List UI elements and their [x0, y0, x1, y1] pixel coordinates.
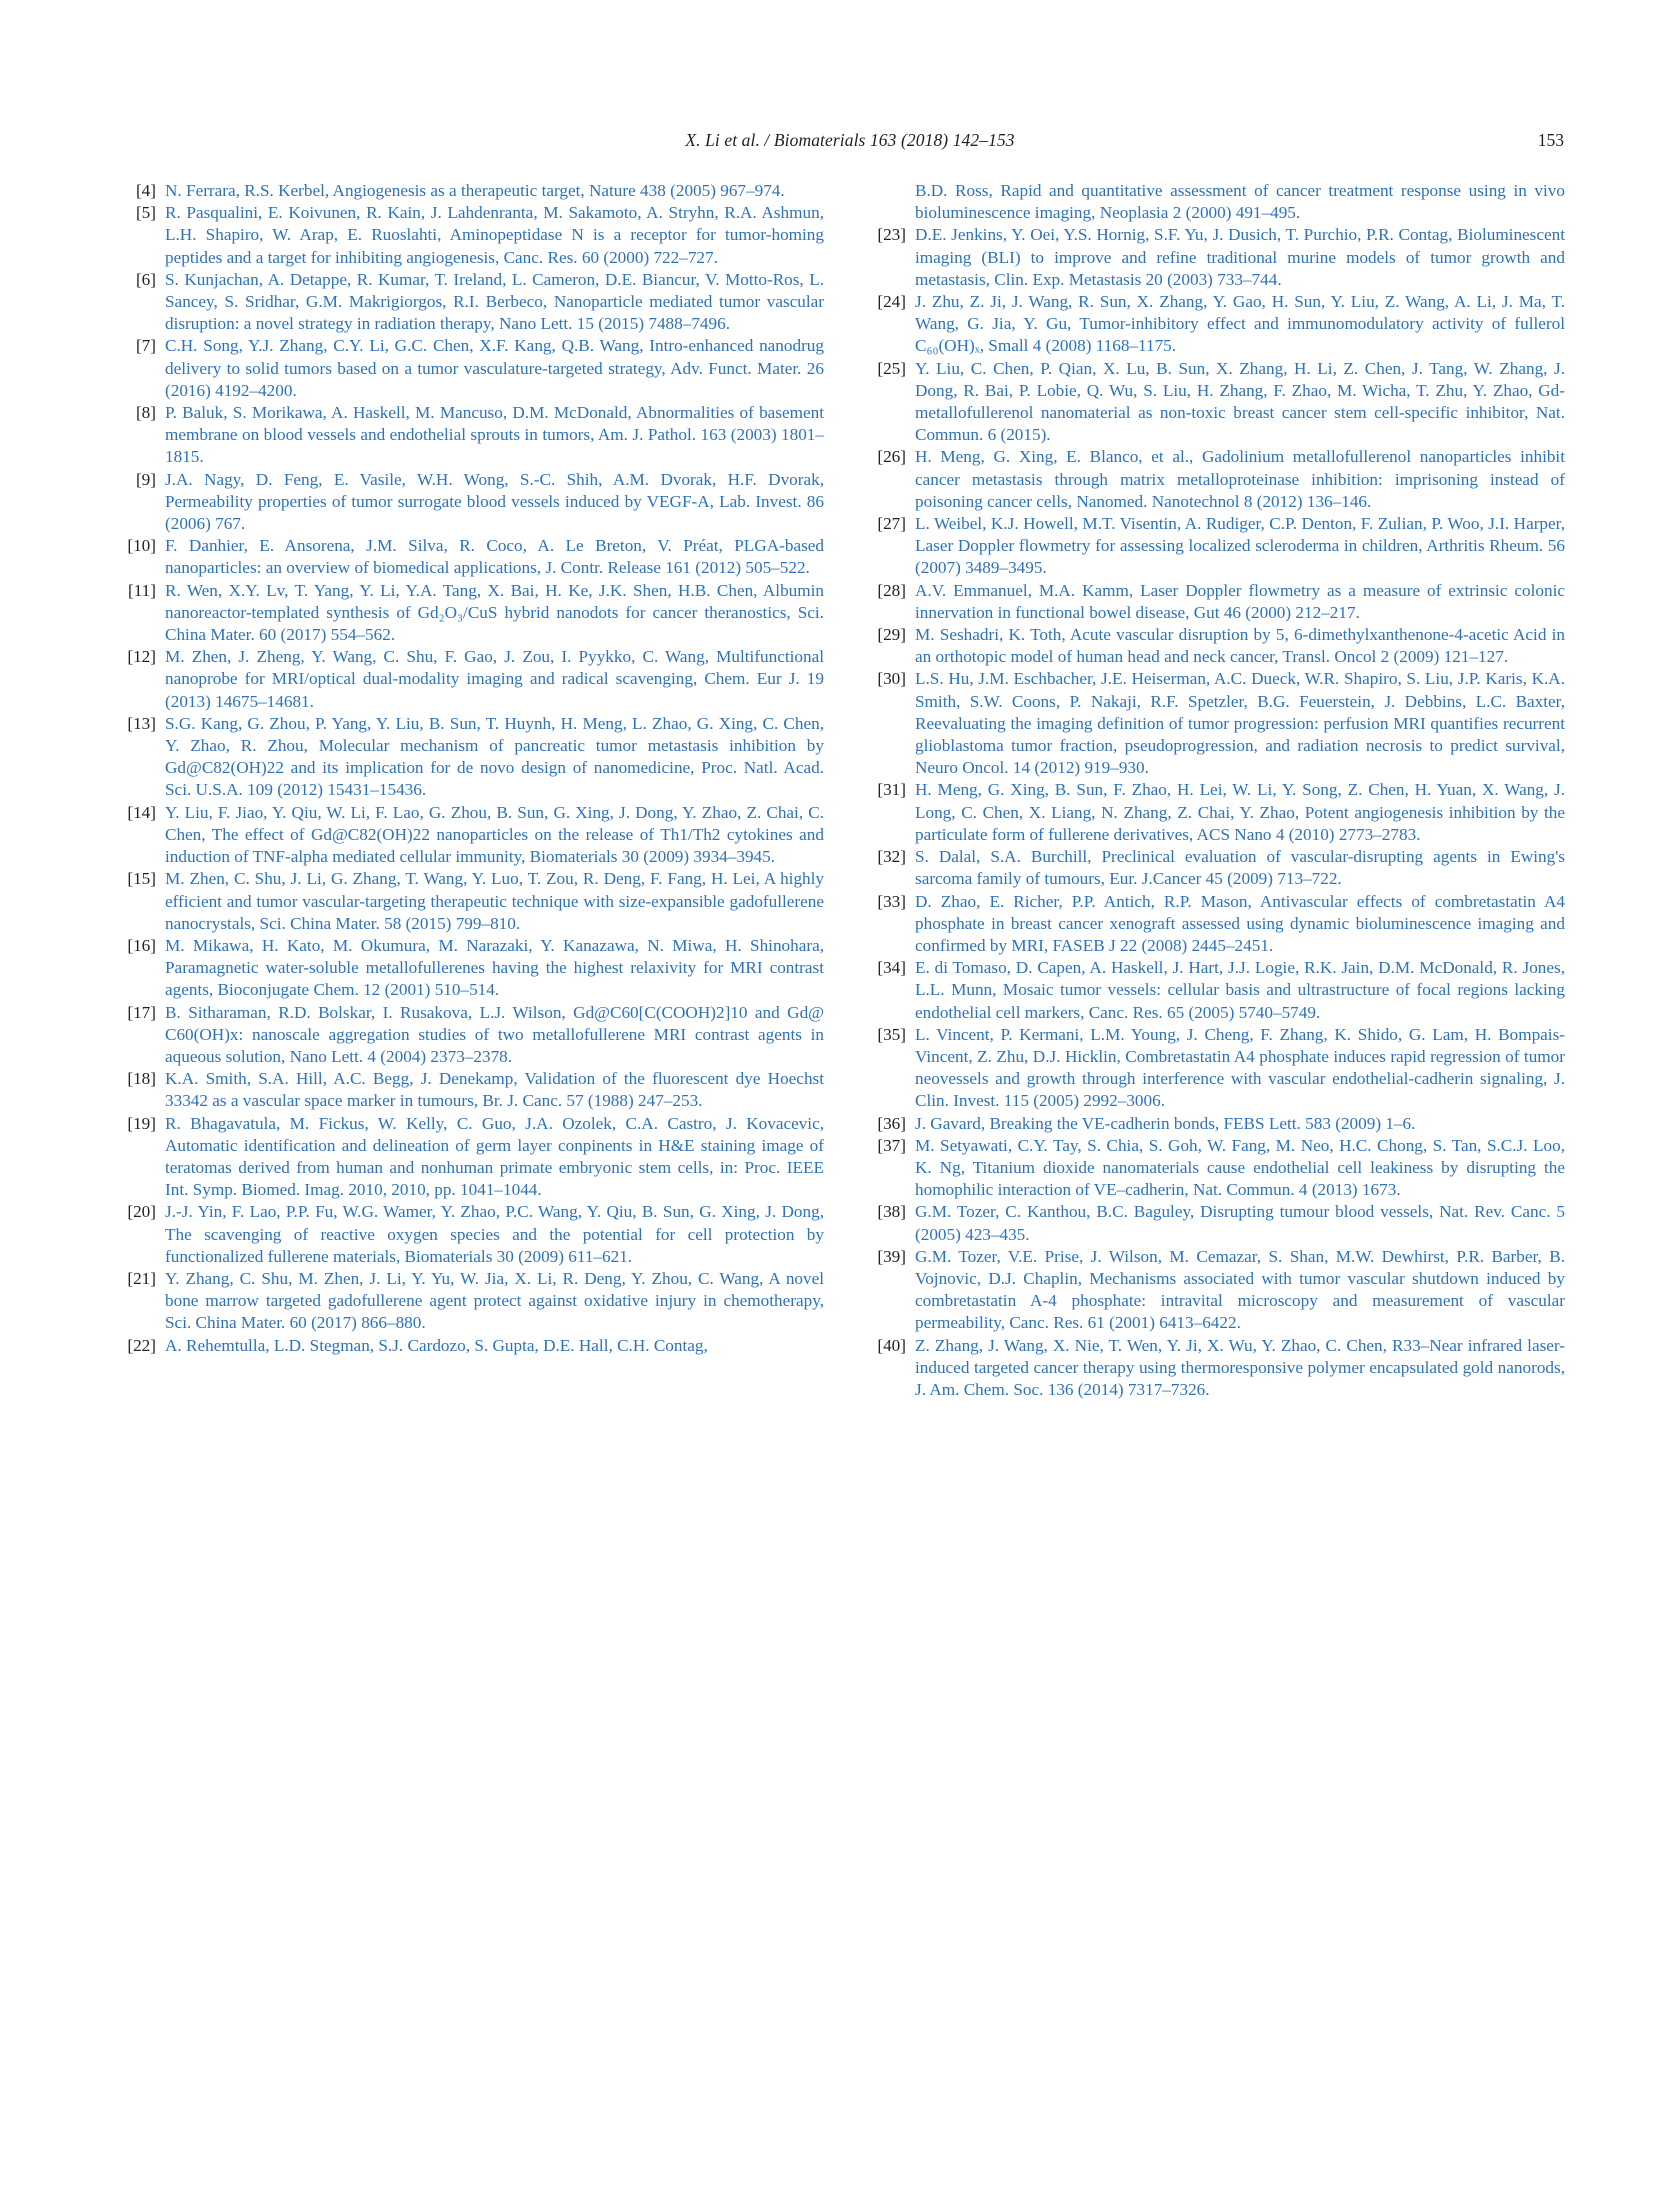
reference-link[interactable]: N. Ferrara, R.S. Kerbel, Angiogenesis as a therapeutic target, Nature 438 (2005) 967–974. — [165, 181, 785, 200]
reference-item — [868, 446, 1565, 513]
reference-number: [5] — [135, 203, 156, 223]
reference-number: [26] — [877, 447, 906, 467]
reference-item — [868, 291, 1565, 358]
reference-item — [868, 580, 1565, 624]
reference-item — [118, 402, 824, 469]
reference-number: [30] — [877, 669, 906, 689]
reference-number: [39] — [877, 1246, 906, 1266]
reference-number: [18] — [127, 1069, 156, 1089]
reference-number: [37] — [877, 1135, 906, 1155]
reference-link[interactable]: L.S. Hu, J.M. Eschbacher, J.E. Heiserman, A.C. Dueck, W.R. Shapiro, S. Liu, J.P. Karis, K.A. Smith, S.W. Coons, P. Nakaji, R.F. Spetzler, B.G. Feuerstein, J. Debbins, L.C. Baxter, Reevaluating the imaging definition of tumor progression: perfusion MRI quantifies recurrent glioblastoma tumor fraction, pseudoprogression, and radiation necrosis to predict survival, Neuro Oncol. 14 (2012) 919–930. — [915, 669, 1565, 778]
reference-number: [38] — [877, 1202, 906, 1222]
reference-link[interactable]: Y. Liu, F. Jiao, Y. Qiu, W. Li, F. Lao, G. Zhou, B. Sun, G. Xing, J. Dong, Y. Zhao, Z. Chai, C. Chen, The effect of Gd@C82(OH)22 nanoparticles on the release of Th1/Th2 cytokines and induction of TNF-alpha mediated cellular immunity, Biomaterials 30 (2009) 3934–3945. — [165, 802, 824, 867]
reference-link[interactable]: P. Baluk, S. Morikawa, A. Haskell, M. Mancuso, D.M. McDonald, Abnormalities of basement membrane on blood vessels and endothelial sprouts in tumors, Am. J. Pathol. 163 (2003) 1801–1815. — [165, 403, 824, 467]
reference-link[interactable]: Y. Zhang, C. Shu, M. Zhen, J. Li, Y. Yu, W. Jia, X. Li, R. Deng, Y. Zhou, C. Wang, A novel bone marrow targeted gadofullerene agent protect against oxidative injury in chemotherapy, Sci. China Mater. 60 (2017) 866–880. — [165, 1268, 824, 1333]
reference-item — [118, 535, 824, 579]
reference-item — [118, 180, 824, 202]
reference-item — [118, 646, 824, 713]
reference-link[interactable]: S.G. Kang, G. Zhou, P. Yang, Y. Liu, B. Sun, T. Huynh, H. Meng, L. Zhao, G. Xing, C. Chen, Y. Zhao, R. Zhou, Molecular mechanism of pancreatic tumor metastasis inhibition by Gd@C82(OH)22 and its implication for de novo design of nanomedicine, Proc. Natl. Acad. Sci. U.S.A. 109 (2012) 15431–15436. — [165, 713, 824, 800]
reference-number: [27] — [877, 514, 906, 534]
reference-item — [868, 358, 1565, 447]
reference-link[interactable]: M. Mikawa, H. Kato, M. Okumura, M. Narazaki, Y. Kanazawa, N. Miwa, H. Shinohara, Paramagnetic water-soluble metallofullerenes having the highest relaxivity for MRI contrast agents, Bioconjugate Chem. 12 (2001) 510–514. — [165, 935, 824, 1000]
reference-number: [8] — [135, 403, 156, 423]
reference-link[interactable]: R. Pasqualini, E. Koivunen, R. Kain, J. Lahdenranta, M. Sakamoto, A. Stryhn, R.A. Ashmun, L.H. Shapiro, W. Arap, E. Ruoslahti, Aminopeptidase N is a receptor for tumor-homing peptides and a target for inhibiting angiogenesis, Canc. Res. 60 (2000) 722–727. — [165, 203, 824, 267]
reference-link[interactable]: C.H. Song, Y.J. Zhang, C.Y. Li, G.C. Chen, X.F. Kang, Q.B. Wang, Intro-enhanced nanodrug delivery to solid tumors based on a tumor vasculature-targeted strategy, Adv. Funct. Mater. 26 (2016) 4192–4200. — [165, 336, 824, 400]
reference-item — [868, 513, 1565, 580]
reference-number: [22] — [127, 1335, 156, 1355]
reference-number: [10] — [127, 536, 156, 556]
reference-item — [868, 846, 1565, 890]
reference-item — [118, 1201, 824, 1268]
reference-link[interactable]: M. Zhen, J. Zheng, Y. Wang, C. Shu, F. Gao, J. Zou, I. Pyykko, C. Wang, Multifunctional nanoprobe for MRI/optical dual-modality imaging and radical scavenging, Chem. Eur J. 19 (2013) 14675–14681. — [165, 647, 824, 711]
journal-reference: X. Li et al. / Biomaterials 163 (2018) 142–153 — [685, 130, 1015, 150]
reference-link[interactable]: A.V. Emmanuel, M.A. Kamm, Laser Doppler flowmetry as a measure of extrinsic colonic innervation in functional bowel disease, Gut 46 (2000) 212–217. — [915, 580, 1565, 622]
running-head — [0, 130, 1654, 154]
reference-link[interactable]: J.A. Nagy, D. Feng, E. Vasile, W.H. Wong, S.-C. Shih, A.M. Dvorak, H.F. Dvorak, Permeability properties of tumor surrogate blood vessels induced by VEGF-A, Lab. Invest. 86 (2006) 767. — [165, 469, 824, 534]
reference-number: [15] — [127, 869, 156, 889]
reference-link[interactable]: H. Meng, G. Xing, B. Sun, F. Zhao, H. Lei, W. Li, Y. Song, Z. Chen, H. Yuan, X. Wang, J. Long, C. Chen, X. Liang, N. Zhang, Z. Chai, Y. Zhao, Potent angiogenesis inhibition by the particulate form of fullerene derivatives, ACS Nano 4 (2010) 2773–2783. — [915, 780, 1565, 844]
reference-link[interactable]: E. di Tomaso, D. Capen, A. Haskell, J. Hart, J.J. Logie, R.K. Jain, D.M. McDonald, R. Jones, L.L. Munn, Mosaic tumor vessels: cellular basis and ultrastructure of focal regions lacking endothelial cell markers, Canc. Res. 65 (2005) 5740–5749. — [915, 958, 1565, 1022]
reference-item — [118, 1268, 824, 1335]
reference-item — [868, 180, 1565, 224]
reference-link[interactable]: J. Zhu, Z. Ji, J. Wang, R. Sun, X. Zhang, Y. Gao, H. Sun, Y. Liu, Z. Wang, A. Li, J. Ma, T. Wang, G. Jia, Y. Gu, Tumor-inhibitory effect and immunomodulatory activity of fullerol C₆₀(OH)ₓ, Small 4 (2008) 1168–1175. — [915, 292, 1565, 356]
reference-number: [35] — [877, 1024, 906, 1044]
reference-number: [33] — [877, 891, 906, 911]
reference-number: [32] — [877, 847, 906, 867]
reference-item — [868, 957, 1565, 1024]
reference-item — [118, 868, 824, 935]
reference-link[interactable]: B. Sitharaman, R.D. Bolskar, I. Rusakova, L.J. Wilson, Gd@C60[C(COOH)2]10 and Gd@ C60(OH)x: nanoscale aggregation studies of two metallofullerene MRI contrast agents in aqueous solution, Nano Lett. 4 (2004) 2373–2378. — [165, 1002, 824, 1066]
references-left-column — [118, 180, 824, 1357]
reference-item — [118, 580, 824, 647]
reference-item — [118, 935, 824, 1002]
reference-item — [118, 713, 824, 802]
reference-item — [118, 1335, 824, 1357]
reference-link[interactable]: Z. Zhang, J. Wang, X. Nie, T. Wen, Y. Ji, X. Wu, Y. Zhao, C. Chen, R33–Near infrared laser-induced targeted cancer therapy using thermoresponsive polymer encapsulated gold nanorods, J. Am. Chem. Soc. 136 (2014) 7317–7326. — [915, 1335, 1565, 1399]
reference-number: [13] — [127, 713, 156, 733]
reference-number: [36] — [877, 1113, 906, 1133]
reference-item — [868, 624, 1565, 668]
reference-link[interactable]: M. Zhen, C. Shu, J. Li, G. Zhang, T. Wang, Y. Luo, T. Zou, R. Deng, F. Fang, H. Lei, A highly efficient and tumor vascular-targeting therapeutic technique with size-expansible gadofullerene nanocrystals, Sci. China Mater. 58 (2015) 799–810. — [165, 869, 824, 933]
reference-item — [868, 891, 1565, 958]
reference-item — [868, 1024, 1565, 1113]
reference-number: [17] — [127, 1002, 156, 1022]
reference-item — [868, 1201, 1565, 1245]
reference-link[interactable]: M. Seshadri, K. Toth, Acute vascular disruption by 5, 6-dimethylxanthenone-4-acetic Acid in an orthotopic model of human head and neck cancer, Transl. Oncol 2 (2009) 121–127. — [915, 625, 1565, 667]
reference-number: [34] — [877, 958, 906, 978]
reference-link[interactable]: R. Bhagavatula, M. Fickus, W. Kelly, C. Guo, J.A. Ozolek, C.A. Castro, J. Kovacevic, Automatic identification and delineation of germ layer conpinents in H&E staining image of teratomas derived from human and nonhuman primate embryonic stem cells, in: Proc. IEEE Int. Symp. Biomed. Imag. 2010, 2010, pp. 1041–1044. — [165, 1113, 824, 1200]
reference-link[interactable]: S. Kunjachan, A. Detappe, R. Kumar, T. Ireland, L. Cameron, D.E. Biancur, V. Motto-Ros, L. Sancey, S. Sridhar, G.M. Makrigiorgos, R.I. Berbeco, Nanoparticle mediated tumor vascular disruption: a novel strategy in radiation therapy, Nano Lett. 15 (2015) 7488–7496. — [165, 269, 824, 334]
reference-item — [868, 668, 1565, 779]
reference-item — [868, 1113, 1565, 1135]
reference-link[interactable]: R. Wen, X.Y. Lv, T. Yang, Y. Li, Y.A. Tang, X. Bai, H. Ke, J.K. Shen, H.B. Chen, Albumin nanoreactor-templated synthesis of Gd₂O₃/CuS hybrid nanodots for cancer theranostics, Sci. China Mater. 60 (2017) 554–562. — [165, 580, 824, 645]
reference-item — [118, 469, 824, 536]
reference-number: [6] — [135, 269, 156, 289]
reference-item — [118, 802, 824, 869]
reference-number: [40] — [877, 1335, 906, 1355]
reference-link[interactable]: J.-J. Yin, F. Lao, P.P. Fu, W.G. Wamer, Y. Zhao, P.C. Wang, Y. Qiu, B. Sun, G. Xing, J. Dong, The scavenging of reactive oxygen species and the potential for cell protection by functionalized fullerene materials, Biomaterials 30 (2009) 611–621. — [165, 1202, 824, 1266]
reference-number: [28] — [877, 580, 906, 600]
reference-link[interactable]: J. Gavard, Breaking the VE-cadherin bonds, FEBS Lett. 583 (2009) 1–6. — [915, 1113, 1416, 1133]
reference-link[interactable]: M. Setyawati, C.Y. Tay, S. Chia, S. Goh, W. Fang, M. Neo, H.C. Chong, S. Tan, S.C.J. Loo, K. Ng, Titanium dioxide nanomaterials cause endothelial cell leakiness by disrupting the homophilic interaction of VE–cadherin, Nat. Commun. 4 (2013) 1673. — [915, 1135, 1565, 1200]
reference-number: [29] — [877, 625, 906, 645]
reference-link[interactable]: S. Dalal, S.A. Burchill, Preclinical evaluation of vascular-disrupting agents in Ewing's sarcoma family of tumours, Eur. J.Cancer 45 (2009) 713–722. — [915, 847, 1565, 889]
reference-link[interactable]: A. Rehemtulla, L.D. Stegman, S.J. Cardozo, S. Gupta, D.E. Hall, C.H. Contag, — [165, 1335, 708, 1355]
reference-number: [31] — [877, 780, 906, 800]
reference-item — [118, 269, 824, 336]
reference-item — [118, 335, 824, 402]
reference-number: [21] — [127, 1268, 156, 1288]
reference-item — [868, 779, 1565, 846]
reference-link[interactable]: L. Weibel, K.J. Howell, M.T. Visentin, A. Rudiger, C.P. Denton, F. Zulian, P. Woo, J.I. Harper, Laser Doppler flowmetry for assessing localized scleroderma in children, Arthritis Rheum. 56 (2007) 3489–3495. — [915, 514, 1565, 578]
reference-number: [24] — [877, 292, 906, 312]
reference-number: [9] — [135, 469, 156, 489]
reference-link[interactable]: F. Danhier, E. Ansorena, J.M. Silva, R. Coco, A. Le Breton, V. Préat, PLGA-based nanoparticles: an overview of biomedical applications, J. Contr. Release 161 (2012) 505–522. — [165, 536, 824, 578]
reference-item — [118, 202, 824, 269]
reference-item — [118, 1068, 824, 1112]
reference-link[interactable]: L. Vincent, P. Kermani, L.M. Young, J. Cheng, F. Zhang, K. Shido, G. Lam, H. Bompais-Vincent, Z. Zhu, D.J. Hicklin, Combretastatin A4 phosphate induces rapid regression of tumor neovessels and growth through interference with vascular endothelial-cadherin signaling, J. Clin. Invest. 115 (2005) 2992–3006. — [915, 1024, 1565, 1111]
reference-item — [868, 224, 1565, 291]
reference-number: [20] — [127, 1202, 156, 1222]
reference-number: [14] — [127, 802, 156, 822]
reference-number: [7] — [135, 336, 156, 356]
reference-number: [11] — [128, 580, 156, 600]
reference-link[interactable]: D.E. Jenkins, Y. Oei, Y.S. Hornig, S.F. Yu, J. Dusich, T. Purchio, P.R. Contag, Bioluminescent imaging (BLI) to improve and refine traditional murine models of tumor growth and metastasis, Clin. Exp. Metastasis 20 (2003) 733–744. — [915, 225, 1565, 289]
reference-item — [118, 1002, 824, 1069]
reference-number: [25] — [877, 358, 906, 378]
reference-link[interactable]: H. Meng, G. Xing, E. Blanco, et al., Gadolinium metallofullerenol nanoparticles inhibit cancer metastasis through matrix metalloproteinase inhibition: imprisoning instead of poisoning cancer cells, Nanomed. Nanotechnol 8 (2012) 136–146. — [915, 447, 1565, 511]
references-right-column — [868, 180, 1565, 1401]
reference-link[interactable]: B.D. Ross, Rapid and quantitative assessment of cancer treatment response using in vivo bioluminescence imaging, Neoplasia 2 (2000) 491–495. — [915, 181, 1565, 223]
reference-link[interactable]: K.A. Smith, S.A. Hill, A.C. Begg, J. Denekamp, Validation of the fluorescent dye Hoechst 33342 as a vascular space marker in tumours, Br. J. Canc. 57 (1988) 247–253. — [165, 1069, 824, 1111]
reference-link[interactable]: D. Zhao, E. Richer, P.P. Antich, R.P. Mason, Antivascular effects of combretastatin A4 phosphate in breast cancer xenograft assessed using dynamic bioluminescence imaging and confirmed by MRI, FASEB J 22 (2008) 2445–2451. — [915, 891, 1565, 955]
reference-item — [868, 1135, 1565, 1202]
reference-number: [12] — [127, 647, 156, 667]
reference-link[interactable]: Y. Liu, C. Chen, P. Qian, X. Lu, B. Sun, X. Zhang, H. Li, Z. Chen, J. Tang, W. Zhang, J. Dong, R. Bai, P. Lobie, Q. Wu, S. Liu, H. Zhang, F. Zhao, M. Wicha, T. Zhu, Y. Zhao, Gd-metallofullerenol nanomaterial as non-toxic breast cancer stem cell-specific inhibitor, Nat. Commun. 6 (2015). — [915, 358, 1565, 445]
reference-number: [23] — [877, 225, 906, 245]
reference-item — [118, 1113, 824, 1202]
reference-item — [868, 1335, 1565, 1402]
reference-item — [868, 1246, 1565, 1335]
page-number: 153 — [1537, 130, 1564, 150]
reference-number: [4] — [135, 181, 156, 200]
reference-number: [16] — [127, 935, 156, 955]
reference-link[interactable]: G.M. Tozer, C. Kanthou, B.C. Baguley, Disrupting tumour blood vessels, Nat. Rev. Canc. 5 (2005) 423–435. — [915, 1202, 1565, 1244]
reference-number: [19] — [127, 1113, 156, 1133]
reference-link[interactable]: G.M. Tozer, V.E. Prise, J. Wilson, M. Cemazar, S. Shan, M.W. Dewhirst, P.R. Barber, B. Vojnovic, D.J. Chaplin, Mechanisms associated with tumor vascular shutdown induced by combretastatin A-4 phosphate: intravital microscopy and measurement of vascular permeability, Canc. Res. 61 (2001) 6413–6422. — [915, 1246, 1565, 1333]
